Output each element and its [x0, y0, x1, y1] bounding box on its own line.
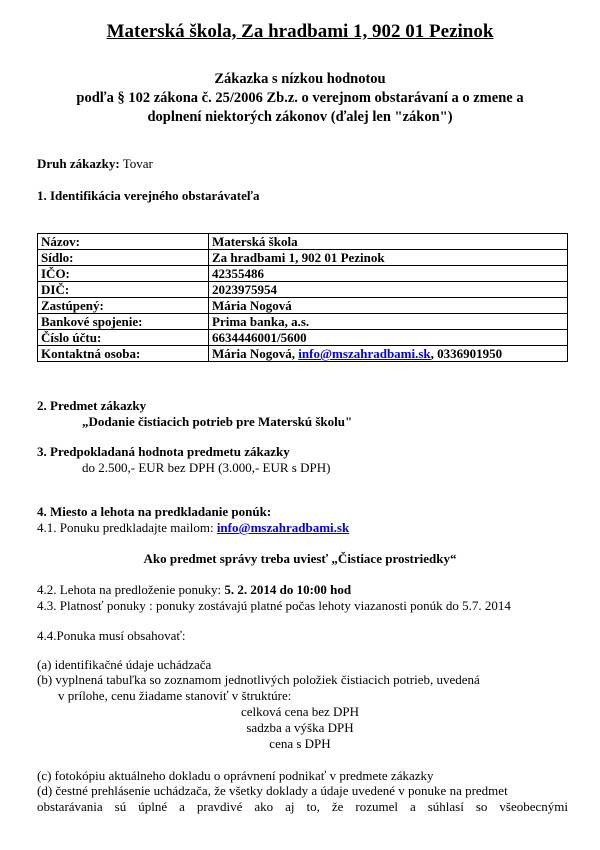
- price-structure-3: cena s DPH: [269, 736, 331, 751]
- subtitle-line-3: doplnení niektorých zákonov (ďalej len "zákon"): [147, 109, 453, 125]
- item-4-1-text: 4.1. Ponuku predkladajte mailom:: [37, 520, 217, 535]
- section-1-heading: 1. Identifikácia verejného obstarávateľa: [37, 188, 260, 203]
- table-value: Prima banka, a.s.: [209, 314, 568, 330]
- item-4-1: [37, 520, 349, 536]
- submission-email-link[interactable]: info@mszahradbami.sk: [216, 520, 350, 535]
- table-key: IČO:: [38, 266, 209, 282]
- table-row: [38, 330, 568, 346]
- table-value: 2023975954: [209, 282, 568, 298]
- table-row: [38, 234, 568, 250]
- item-c: (c) fotokópiu aktuálneho dokladu o oprávnení podnikať v predmete zákazky: [37, 768, 434, 783]
- table-key: Číslo účtu:: [38, 330, 209, 346]
- item-d-line-1: (d) čestné prehlásenie uchádzača, že všetky doklady a údaje uvedené v ponuke na predmet: [37, 783, 508, 798]
- table-key: Zastúpený:: [38, 298, 209, 314]
- contact-email-link[interactable]: info@mszahradbami.sk: [298, 346, 431, 361]
- item-b-line-2: v prílohe, cenu žiadame stanoviť v štruktúre:: [58, 688, 292, 703]
- item-b-line-1: (b) vyplnená tabuľka so zoznamom jednotlivých položiek čistiacich potrieb, uvedená: [37, 672, 480, 687]
- table-value: Za hradbami 1, 902 01 Pezinok: [209, 250, 568, 266]
- table-row: [38, 266, 568, 282]
- table-value: 42355486: [209, 266, 568, 282]
- school-title: Materská škola, Za hradbami 1, 902 01 Pezinok: [106, 21, 494, 42]
- subtitle-line-2: podľa § 102 zákona č. 25/2006 Zb.z. o verejnom obstarávaní a o zmene a: [76, 90, 524, 106]
- price-structure-1: celková cena bez DPH: [240, 704, 360, 719]
- table-key: Bankové spojenie:: [38, 314, 209, 330]
- contact-phone: , 0336901950: [430, 346, 503, 361]
- table-key: Kontaktná osoba:: [38, 346, 209, 362]
- table-value: Materská škola: [209, 234, 568, 250]
- table-row: [38, 314, 568, 330]
- section-3-heading: 3. Predpokladaná hodnota predmetu zákazky: [37, 444, 290, 459]
- table-value: 6634446001/5600: [209, 330, 568, 346]
- table-row: [38, 298, 568, 314]
- section-2-value: „Dodanie čistiacich potrieb pre Materskú školu": [82, 414, 353, 429]
- item-d-line-2: obstarávania sú úplné a pravdivé ako aj to, že rozumel a súhlasí so všeobecnými: [37, 799, 568, 814]
- item-4-2-text: 4.2. Lehota na predloženie ponuky:: [37, 582, 225, 597]
- subtitle-line-1: Zákazka s nízkou hodnotou: [214, 71, 386, 87]
- item-4-4: 4.4.Ponuka musí obsahovať:: [37, 628, 186, 643]
- table-value: Mária Nogová: [209, 298, 568, 314]
- item-a: (a) identifikačné údaje uchádzača: [37, 657, 212, 672]
- section-4-heading: 4. Miesto a lehota na predkladanie ponúk:: [37, 504, 272, 519]
- contact-name: Mária Nogová,: [212, 346, 299, 361]
- table-key: Sídlo:: [38, 250, 209, 266]
- item-4-3: 4.3. Platnosť ponuky : ponuky zostávajú platné počas lehoty viazanosti ponúk do 5.7. 2014: [37, 598, 511, 613]
- section-3-value: do 2.500,- EUR bez DPH (3.000,- EUR s DPH): [82, 460, 331, 475]
- item-4-2-deadline: 5. 2. 2014 do 10:00 hod: [224, 582, 352, 597]
- item-4-2: [37, 582, 351, 598]
- contract-type-value: Tovar: [119, 156, 153, 171]
- subject-note: Ako predmet správy treba uviesť „Čistiace prostriedky“: [143, 551, 457, 566]
- table-key: DIČ:: [38, 282, 209, 298]
- contract-type: [37, 156, 153, 172]
- table-value-contact: [209, 346, 568, 362]
- table-row: [38, 250, 568, 266]
- contracting-authority-table: [37, 233, 568, 362]
- contract-type-label: Druh zákazky:: [37, 156, 120, 171]
- table-row-contact: [38, 346, 568, 362]
- table-key: Názov:: [38, 234, 209, 250]
- price-structure-2: sadzba a výška DPH: [246, 720, 354, 735]
- section-2-heading: 2. Predmet zákazky: [37, 398, 147, 413]
- table-row: [38, 282, 568, 298]
